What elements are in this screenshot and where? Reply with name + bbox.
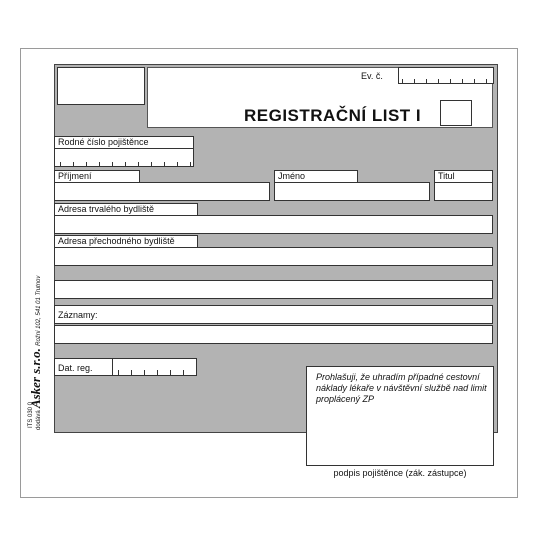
publisher-address: Rožni 102, 541 01 Trutnov [36,275,42,346]
jmeno-field[interactable] [274,182,430,201]
blank-line-field[interactable] [54,280,493,299]
zaznamy-label: Záznamy: [58,310,98,320]
rodne-cislo-label: Rodné číslo pojištěnce [54,136,194,149]
zaznamy-field-2[interactable] [54,325,493,344]
form-title: REGISTRAČNÍ LIST I [244,106,422,125]
publisher-name: Asker s.r.o. [28,348,43,409]
titul-field[interactable] [434,182,493,201]
ev-number-ticks [402,79,498,84]
declaration-text: Prohlašuji, že uhradím případné cestovní náklady lékaře v návštěvní službě nad limit proplácený ZP [316,372,487,404]
jmeno-label: Jméno [274,170,358,183]
adresa-prechodna-label: Adresa přechodného bydliště [54,235,198,248]
ev-label: Ev. č. [361,71,383,81]
prijmeni-field[interactable] [54,182,270,201]
dat-reg-divider [112,358,113,376]
publisher-prefix: dodává [36,410,42,430]
signature-label: podpis pojištěnce (zák. zástupce) [333,468,467,478]
prijmeni-label: Příjmení [54,170,140,183]
form-code: ITS 030 0 [28,401,34,428]
dat-reg-ticks [118,370,198,375]
small-square-box[interactable] [440,100,472,126]
zaznamy-field[interactable] [54,305,493,324]
adresa-trvala-field[interactable] [54,215,493,234]
logo-box [57,67,145,105]
adresa-prechodna-field[interactable] [54,247,493,266]
dat-reg-label: Dat. reg. [58,363,93,373]
adresa-trvala-label: Adresa trvalého bydliště [54,203,198,216]
titul-label: Titul [434,170,493,183]
rodne-cislo-ticks [60,162,192,167]
